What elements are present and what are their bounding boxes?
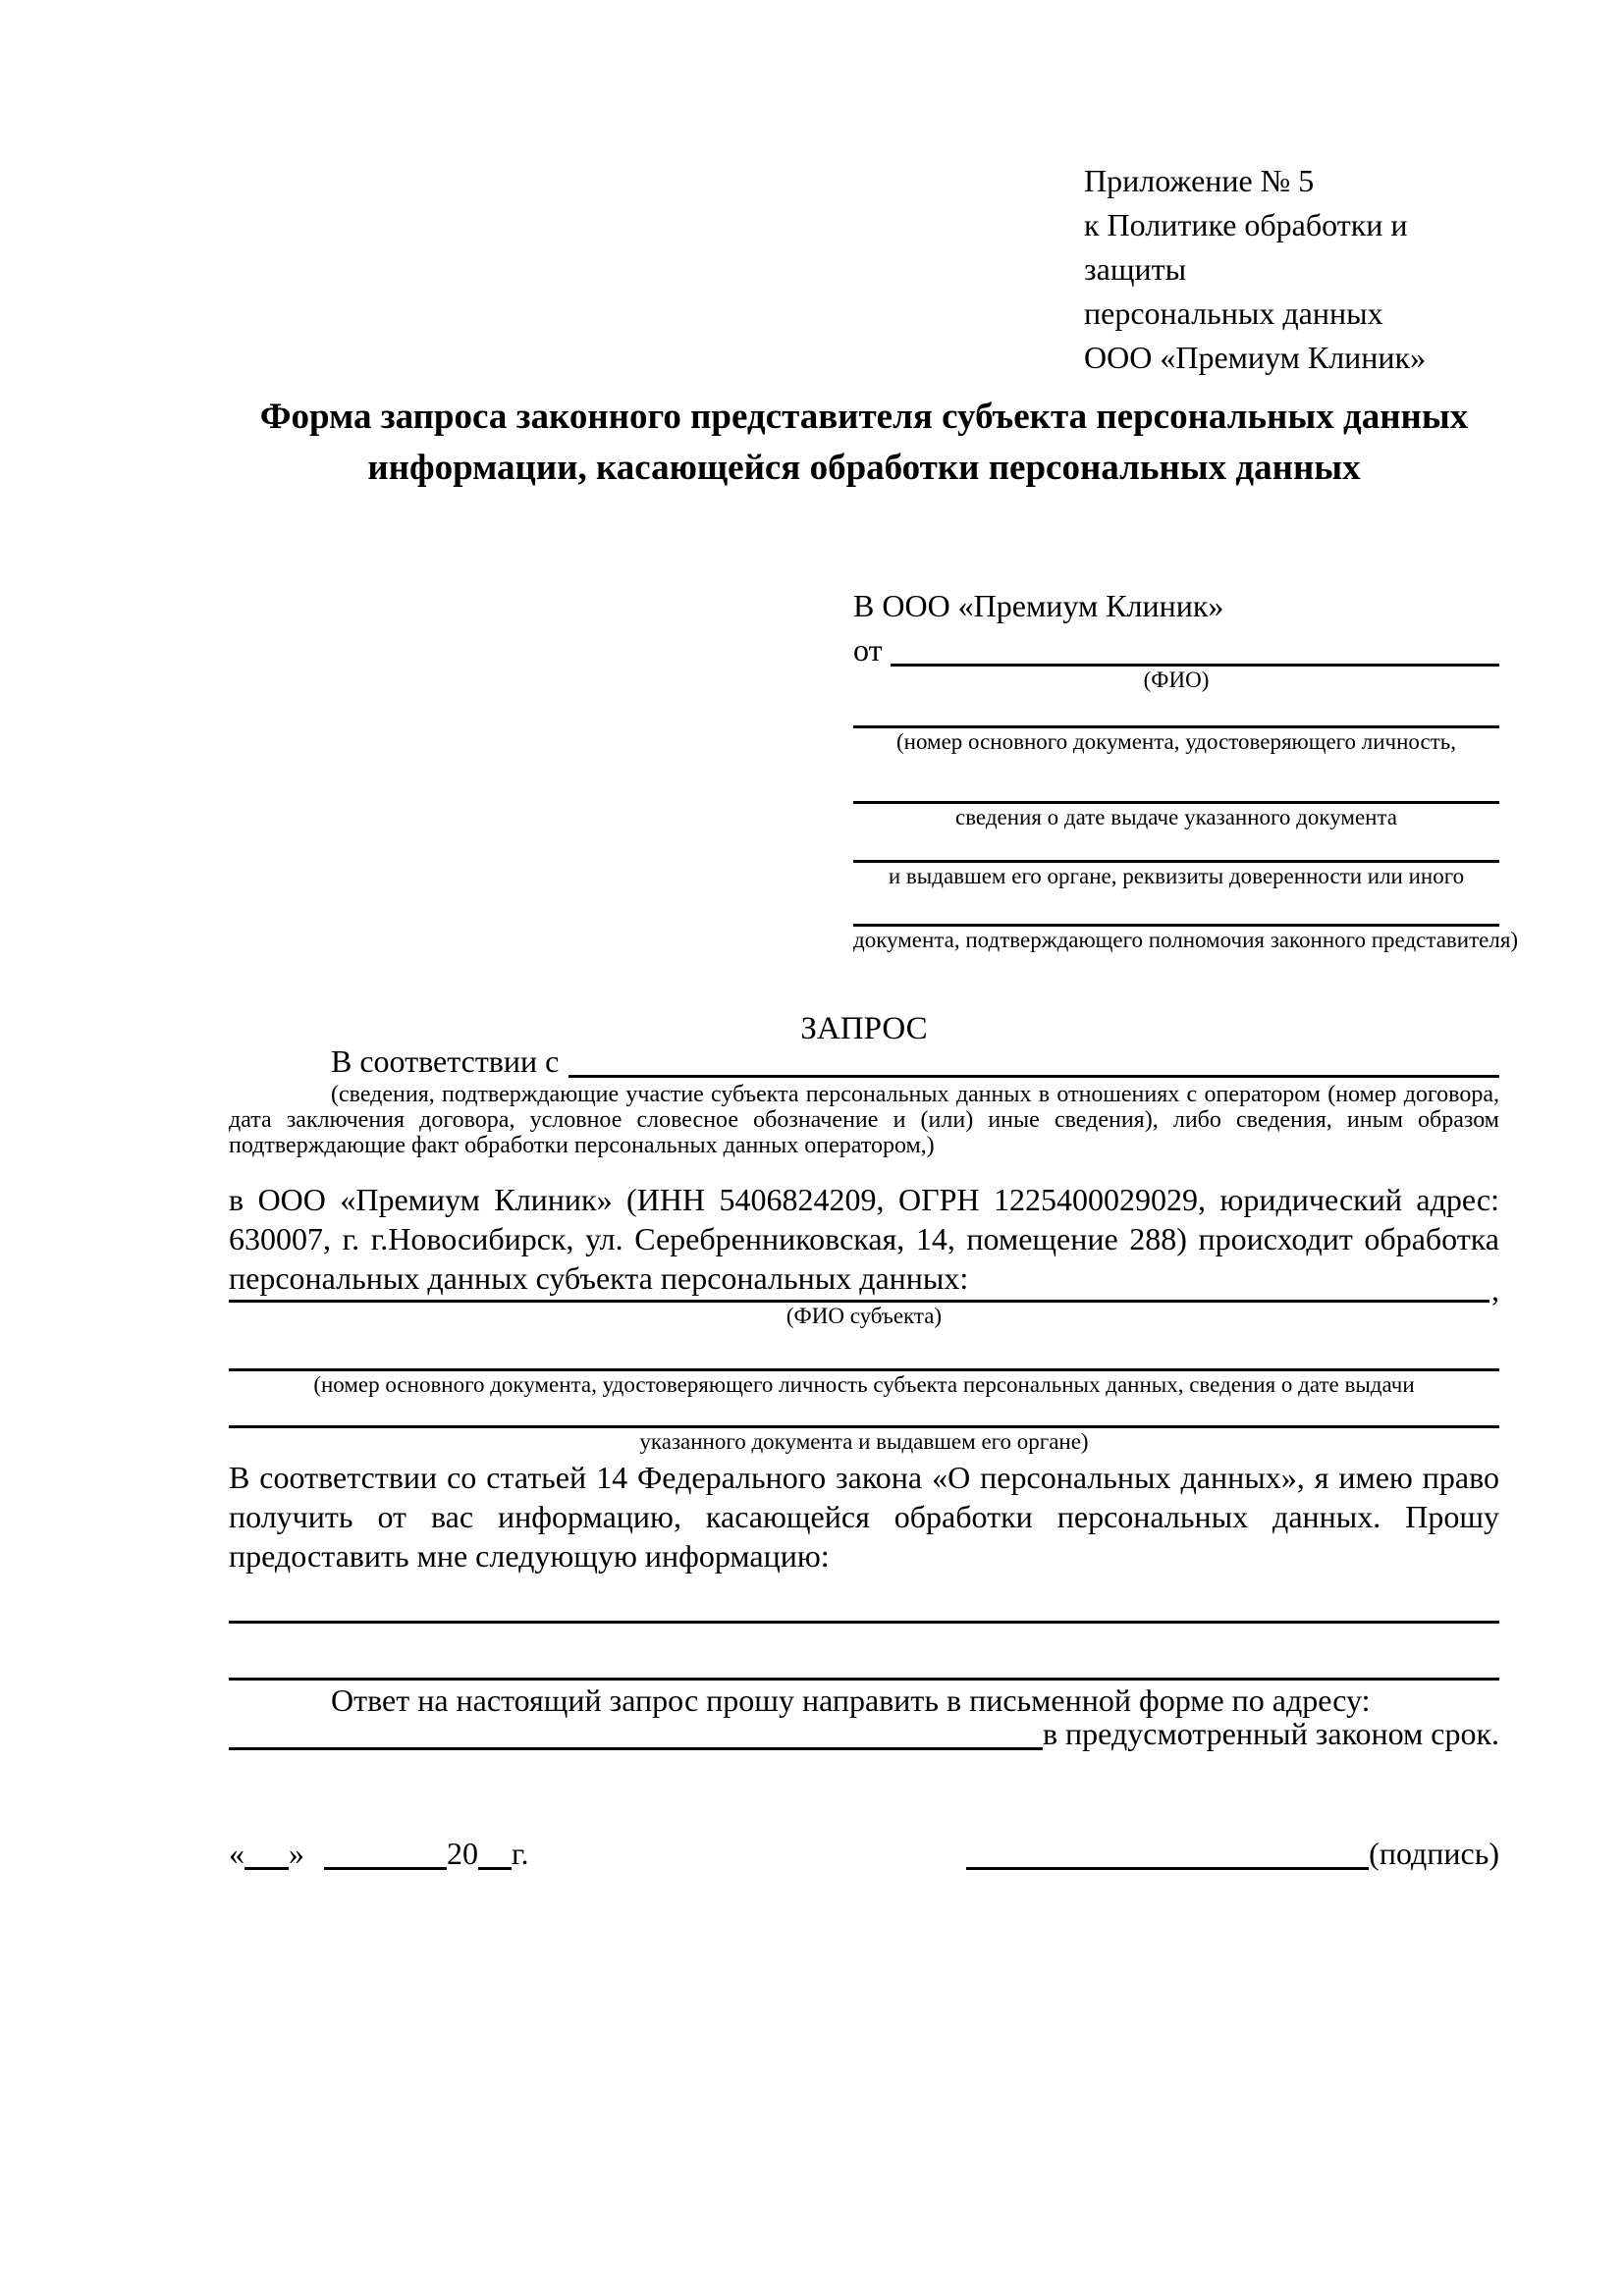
appendix-line: ООО «Премиум Клиник» bbox=[1084, 340, 1427, 375]
signature-fill-line[interactable] bbox=[966, 1831, 1369, 1870]
basis-fill-line[interactable] bbox=[568, 1038, 1499, 1078]
reply-address-fill-line[interactable] bbox=[229, 1717, 1043, 1750]
field-caption: документа, подтверждающего полномочия законного представителя) bbox=[853, 928, 1519, 952]
subject-block bbox=[229, 1270, 1499, 1575]
field-caption: (номер основного документа, удостоверяющего личность, bbox=[895, 729, 1456, 754]
subject-row bbox=[229, 1270, 1499, 1308]
request-intro-block bbox=[229, 1041, 1499, 1298]
date-open-quote: « bbox=[229, 1836, 244, 1871]
from-fio-fill-line[interactable] bbox=[891, 628, 1499, 667]
date-year-fill-line[interactable] bbox=[478, 1831, 512, 1870]
subject-comma: , bbox=[1491, 1272, 1499, 1308]
subject-fio-caption: (ФИО субъекта) bbox=[785, 1304, 943, 1328]
from-label: от bbox=[853, 632, 883, 667]
information-fill-line-1[interactable] bbox=[229, 1621, 1499, 1624]
field-caption: и выдавшем его органе, реквизиты доверенности или иного bbox=[888, 864, 1465, 888]
reply-block bbox=[229, 1681, 1499, 1750]
subject-fio-fill-line[interactable] bbox=[229, 1267, 1489, 1303]
appendix-line: Приложение № 5 bbox=[1084, 163, 1315, 198]
document-title-line1: Форма запроса законного представителя субъекта персональных данных bbox=[259, 397, 1469, 437]
reply-paragraph: Ответ на настоящий запрос прошу направить в письменной форме по адресу: bbox=[331, 1682, 1371, 1718]
date-year-suffix: г. bbox=[512, 1836, 529, 1871]
date-day-fill-line[interactable] bbox=[244, 1831, 289, 1870]
date-close-quote: » bbox=[289, 1836, 304, 1871]
law-paragraph: В соответствии со статьей 14 Федерального закона «О персональных данных», я имею право получить от вас информацию, касающейся обработки персональных данных. Прошу предоставить мне следующую информацию: bbox=[229, 1460, 1499, 1574]
subject-doc-caption1: (номер основного документа, удостоверяющего личность субъекта персональных данных, сведения о дате выдачи bbox=[313, 1372, 1415, 1397]
fio-caption: (ФИО) bbox=[1143, 667, 1210, 692]
field-caption: сведения о дате выдаче указанного документа bbox=[954, 805, 1398, 829]
date-year-prefix: 20 bbox=[447, 1836, 478, 1871]
appendix-block bbox=[1084, 159, 1516, 380]
request-heading: ЗАПРОС bbox=[800, 1011, 928, 1046]
intro-note: (сведения, подтверждающие участие субъекта персональных данных в отношениях с оператором (номер договора, дата заключения договора, условное словесное обозначение и (или) иные сведения), либо сведения, иным образом подтверждающие факт обработки персональных данных оператором,) bbox=[229, 1082, 1499, 1158]
addressee-block bbox=[853, 584, 1519, 954]
from-row bbox=[853, 631, 1499, 667]
date-month-fill-line[interactable] bbox=[324, 1831, 447, 1870]
signature-caption: (подпись) bbox=[1369, 1836, 1499, 1871]
date-spacer bbox=[304, 1834, 324, 1870]
reply-row bbox=[229, 1716, 1499, 1751]
appendix-line: персональных данных bbox=[1084, 295, 1383, 331]
intro-row bbox=[229, 1041, 1499, 1078]
addressee-to: В ООО «Премиум Клиник» bbox=[853, 588, 1224, 623]
signature-row bbox=[229, 1834, 1499, 1870]
appendix-line: к Политике обработки и защиты bbox=[1084, 207, 1408, 287]
operator-paragraph: в ООО «Премиум Клиник» (ИНН 5406824209, ОГРН 1225400029029, юридический адрес: 630007, г. г.Новосибирск, ул. Серебренниковская, 14, помещение 288) происходит обработка персональных данных субъекта персональных данных: bbox=[229, 1182, 1499, 1296]
reply-tail: в предусмотренный законом срок. bbox=[1042, 1716, 1499, 1751]
intro-label: В соответствии с bbox=[331, 1043, 560, 1079]
document-title bbox=[229, 392, 1499, 494]
document-title-line2: информации, касающейся обработки персональных данных bbox=[367, 448, 1361, 488]
subject-doc-caption2: указанного документа и выдавшем его органе) bbox=[639, 1429, 1089, 1454]
date-group bbox=[229, 1834, 529, 1870]
signature-group bbox=[966, 1834, 1499, 1870]
